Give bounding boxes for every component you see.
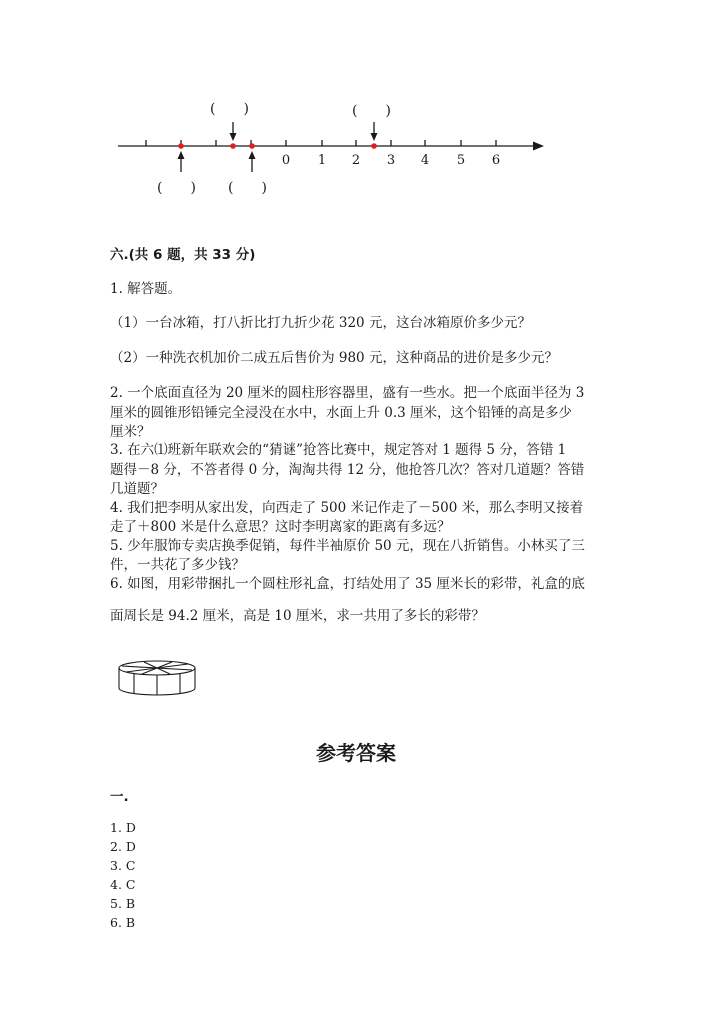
q5-line1: 5. 少年服饰专卖店换季促销，每件半袖原价 50 元，现在八折销售。小林买了三 xyxy=(110,538,585,554)
answer-item: 2. D xyxy=(110,839,136,854)
tick-label-2: 2 xyxy=(351,153,361,168)
point-c xyxy=(249,143,255,149)
answer-item: 5. B xyxy=(110,896,136,911)
q6-line2: 面周长是 94.2 厘米，高是 10 厘米，求一共用了多长的彩带？ xyxy=(110,608,485,624)
bracket-top-2: ( ) xyxy=(352,103,391,119)
tick-label-5: 5 xyxy=(456,153,466,168)
q4-line2: 走了＋800 米是什么意思？这时李明离家的距离有多远？ xyxy=(110,519,451,535)
section6-heading: 六.(共 6 题，共 33 分) xyxy=(110,247,256,263)
answer-item: 1. D xyxy=(110,820,136,835)
q2-line3: 厘米？ xyxy=(110,424,151,440)
arrow-down-icon xyxy=(230,133,237,141)
point-d xyxy=(371,143,377,149)
tick-label-6: 6 xyxy=(491,153,501,168)
q2-line2: 厘米的圆锥形铅锤完全浸没在水中，水面上升 0.3 厘米，这个铅锤的高是多少 xyxy=(110,405,573,421)
q6-line1: 6. 如图，用彩带捆扎一个圆柱形礼盒，打结处用了 35 厘米长的彩带，礼盒的底 xyxy=(110,576,585,592)
arrow-up-icon xyxy=(178,151,185,159)
bracket-bottom-2: ( ) xyxy=(228,180,267,196)
q3-line1: 3. 在六⑴班新年联欢会的“猜谜”抢答比赛中，规定答对 1 题得 5 分，答错 1 xyxy=(110,442,567,458)
bracket-bottom-1: ( ) xyxy=(157,180,196,196)
q2-line1: 2. 一个底面直径为 20 厘米的圆柱形容器里，盛有一些水。把一个底面半径为 3 xyxy=(110,385,585,401)
answer-item: 3. C xyxy=(110,858,136,873)
answer-item: 4. C xyxy=(110,877,136,892)
axis-arrow-icon xyxy=(533,142,544,151)
tick-label-4: 4 xyxy=(420,153,430,168)
answers-title: 参考答案 xyxy=(316,741,396,765)
cylinder-gift-box-figure xyxy=(112,655,202,697)
arrow-down-icon xyxy=(371,133,378,141)
q4-line1: 4. 我们把李明从家出发，向西走了 500 米记作走了－500 米，那么李明又接着 xyxy=(110,500,584,516)
point-b xyxy=(230,143,236,149)
tick-label-0: 0 xyxy=(281,153,291,168)
number-line-figure xyxy=(0,0,720,210)
tick-label-3: 3 xyxy=(386,153,396,168)
q1-sub1: （1）一台冰箱，打八折比打九折少花 320 元，这台冰箱原价多少元？ xyxy=(110,315,531,331)
tick-label-1: 1 xyxy=(317,153,327,168)
q3-line2: 题得－8 分，不答者得 0 分，淘淘共得 12 分，他抢答几次？答对几道题？答错 xyxy=(110,462,585,478)
answer-item: 6. B xyxy=(110,915,136,930)
q3-line3: 几道题？ xyxy=(110,481,164,497)
arrow-up-icon xyxy=(249,151,256,159)
q5-line2: 件，一共花了多少钱？ xyxy=(110,557,245,573)
q1-label: 1. 解答题。 xyxy=(110,281,182,297)
point-a xyxy=(178,143,184,149)
bracket-top-1: ( ) xyxy=(210,101,249,117)
answers-section1: 一. xyxy=(110,789,129,805)
q1-sub2: （2）一种洗衣机加价二成五后售价为 980 元，这种商品的进价是多少元？ xyxy=(110,350,558,366)
